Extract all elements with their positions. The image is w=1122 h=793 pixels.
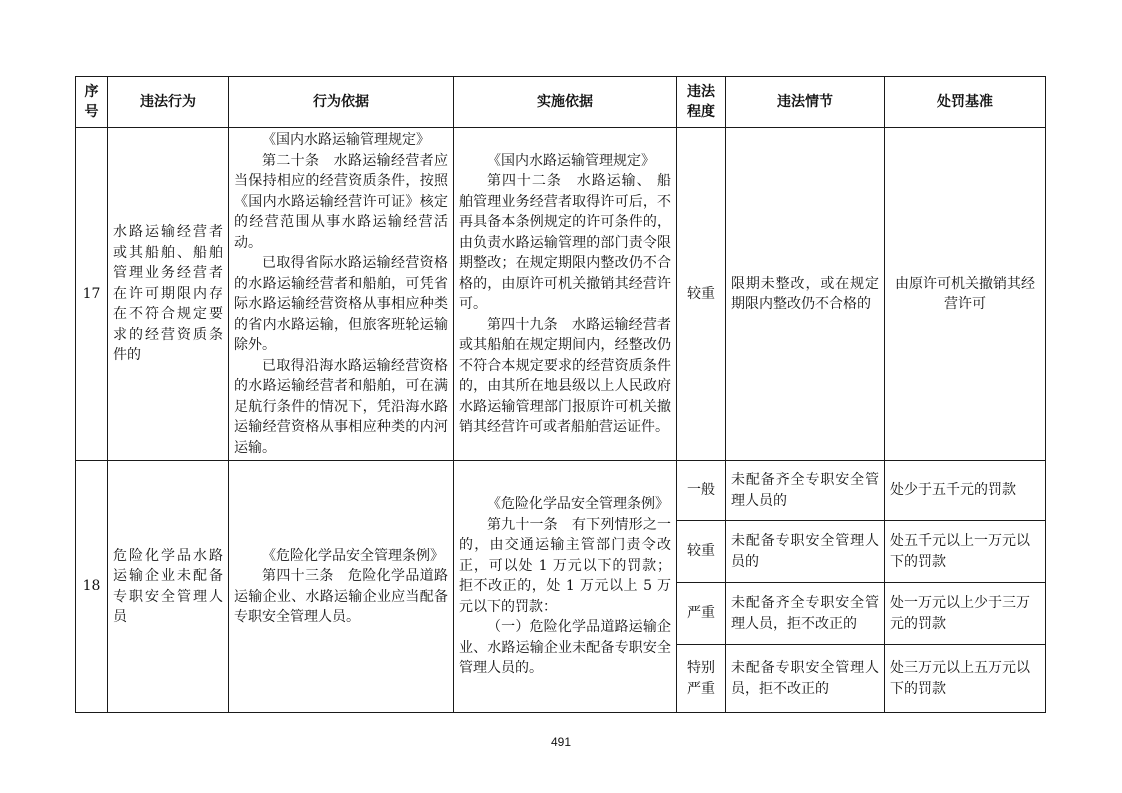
table-body bbox=[76, 128, 1046, 713]
violation-degree: 较重 bbox=[677, 521, 726, 583]
legal-basis-title: 《国内水路运输管理规定》 bbox=[262, 132, 430, 148]
legal-basis-paragraph: 已取得省际水路运输经营资格的水路运输经营者和船舶，可凭省际水路运输经营资格从事相应种类的省内水路运输，但旅客班轮运输除外。 bbox=[234, 255, 448, 353]
legal-basis-paragraph: 已取得沿海水路运输经营资格的水路运输经营者和船舶，可在满足航行条件的情况下，凭沿海水路运输经营资格从事相应种类的内河运输。 bbox=[234, 357, 448, 456]
penalty-standard: 由原许可机关撤销其经营许可 bbox=[885, 128, 1046, 461]
legal-basis-cell bbox=[229, 128, 454, 461]
implementation-basis-paragraph: （一）危险化学品道路运输企业、水路运输企业未配备专职安全管理人员的。 bbox=[459, 619, 671, 677]
implementation-basis-cell bbox=[454, 128, 677, 461]
header-degree: 违法程度 bbox=[677, 77, 726, 128]
violation-circumstance: 未配备专职安全管理人员，拒不改正的 bbox=[726, 645, 885, 713]
violation-circumstance: 限期未整改，或在规定期限内整改仍不合格的 bbox=[726, 128, 885, 461]
violation-degree: 较重 bbox=[677, 128, 726, 461]
violation-circumstance: 未配备齐全专职安全管理人员，拒不改正的 bbox=[726, 583, 885, 645]
header-index: 序号 bbox=[76, 77, 108, 128]
table-row bbox=[76, 128, 1046, 461]
legal-basis-paragraph: 第四十三条 危险化学品道路运输企业、水路运输企业应当配备专职安全管理人员。 bbox=[234, 568, 448, 625]
violation-act: 水路运输经营者或其船舶、船舶管理业务经营者在许可期限内存在不符合规定要求的经营资质条件的 bbox=[108, 128, 229, 461]
implementation-basis-title: 《危险化学品安全管理条例》 bbox=[487, 496, 669, 513]
legal-basis-paragraph: 第二十条 水路运输经营者应当保持相应的经营资质条件，按照《国内水路运输经营许可证》核定的经营范围从事水路运输经营活动。 bbox=[234, 152, 448, 251]
page-number: 491 bbox=[550, 735, 572, 749]
table-header bbox=[76, 77, 1046, 128]
violation-circumstance: 未配备专职安全管理人员的 bbox=[726, 521, 885, 583]
penalty-standard: 处少于五千元的罚款 bbox=[885, 461, 1046, 521]
implementation-basis-cell bbox=[454, 461, 677, 713]
header-circumstance: 违法情节 bbox=[726, 77, 885, 128]
violation-degree: 一般 bbox=[677, 461, 726, 521]
row-index: 17 bbox=[76, 128, 108, 461]
header-implementation: 实施依据 bbox=[454, 77, 677, 128]
penalty-standard: 处五千元以上一万元以下的罚款 bbox=[885, 521, 1046, 583]
table-row bbox=[76, 461, 1046, 521]
header-row bbox=[76, 77, 1046, 128]
legal-basis-title: 《危险化学品安全管理条例》 bbox=[262, 547, 444, 564]
penalty-standard: 处一万元以上少于三万元的罚款 bbox=[885, 583, 1046, 645]
legal-basis-cell bbox=[229, 461, 454, 713]
penalty-standard: 处三万元以上五万元以下的罚款 bbox=[885, 645, 1046, 713]
violation-degree: 特别严重 bbox=[677, 645, 726, 713]
implementation-basis-paragraph: 第四十九条 水路运输经营者或其船舶在规定期间内，经整改仍不符合本规定要求的经营资质条件的，由其所在地县级以上人民政府水路运输管理部门报原许可机关撤销其经营许可或者船舶营运证件。 bbox=[459, 316, 671, 435]
implementation-basis-title: 《国内水路运输管理规定》 bbox=[487, 152, 655, 169]
penalty-standard-table bbox=[75, 76, 1046, 713]
implementation-basis-paragraph: 第九十一条 有下列情形之一的，由交通运输主管部门责令改正，可以处 1 万元以下的罚款；拒不改正的，处 1 万元以上 5 万元以下的罚款： bbox=[459, 516, 671, 615]
header-basis: 行为依据 bbox=[229, 77, 454, 128]
violation-degree: 严重 bbox=[677, 583, 726, 645]
implementation-basis-paragraph: 第四十二条 水路运输、 船舶管理业务经营者取得许可后，不再具备本条例规定的许可条件的，由负责水路运输管理的部门责令限期整改；在规定期限内整改仍不合格的，由原许可机关撤销其经营许可。 bbox=[459, 173, 671, 312]
header-penalty: 处罚基准 bbox=[885, 77, 1046, 128]
violation-circumstance: 未配备齐全专职安全管理人员的 bbox=[726, 461, 885, 521]
row-index: 18 bbox=[76, 461, 108, 713]
violation-act: 危险化学品水路运输企业未配备专职安全管理人员 bbox=[108, 461, 229, 713]
header-act: 违法行为 bbox=[108, 77, 229, 128]
